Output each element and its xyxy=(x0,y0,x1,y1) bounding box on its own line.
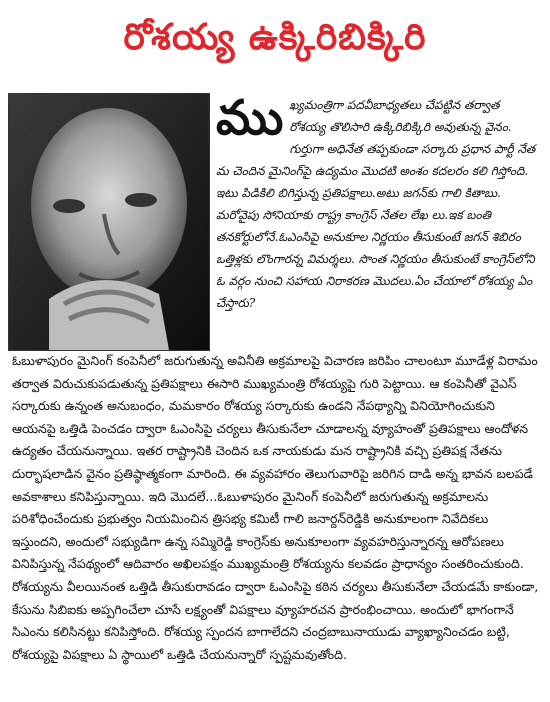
drop-cap: ము xyxy=(216,90,284,146)
article-body xyxy=(12,350,540,666)
portrait-illustration xyxy=(9,94,209,350)
headline: రోశయ్య ఉక్కిరిబిక్కిరి xyxy=(123,17,427,58)
body-paragraph: ఓబుళాపురం మైనింగ్ కంపెనీలో జరుగుతున్న అవినీతి అక్రమాలపై విచారణ జరిపిం చాలంటూ మూడేళ్ల విరామం తర్వాత విరుచుకుపడుతున్న ప్రతిపక్షాలు ఈసారి ముఖ్యమంత్రి రోశయ్యపై గురి పెట్టాయి. ఆ కంపెనీతో వైఎస్ సర్కారుకు ఉన్నంత అనుబంధం, మమకారం రోశయ్య సర్కారుకు ఉండని నేపథ్యాన్ని వినియోగించుకుని ఆయనపై ఒత్తిడి పెంచడం ద్వారా ఓఎంసిపై చర్యలు తీసుకునేలా చూడాలన్న వ్యూహంతో ప్రతిపక్షాలు ఆందోళన ఉద్యతం చేయనున్నాయి. ఇతర రాష్ట్రానికి చెందిన ఒక నాయకుడు మన రాష్ట్రానికి వచ్చి ప్రతిపక్ష నేతను దుర్భాషలాడిన వైనం ప్రతిష్ఠాత్మకంగా మారింది. ఈ వ్యవహారం తెలుగువారిపై జరిగిన దాడి అన్న భావన బలపడే అవకాశాలు కనిపిస్తున్నాయి. ఇది మొదలే...ఓబుళాపురం మైనింగ్ కంపెనీలో జరుగుతున్న అక్రమాలను పరిశోధించేందుకు ప్రభుత్వం నియమించిన త్రిసభ్య కమిటీ గాలి జనార్దన్‌రెడ్డికి అనుకూలంగా నివేదికలు ఇస్తుందని, అందులో సభ్యుడిగా ఉన్న సమ్మిరెడ్డి కాంగ్రెస్‌కు అనుకూలంగా వ్యవహరిస్తున్నారన్న ఆరోపణలు వినిపిస్తున్న నేపథ్యంలో ఆదివారం అఖిలపక్షం ముఖ్యమంత్రి రోశయ్యను కలవడం ప్రాధాన్యం సంతరించుకుంది. రోశయ్యను వీలయినంత ఒత్తిడి తీసుకురావడం ద్వారా ఓఎంసిపై కఠిన చర్యలు తీసుకునేలా చేయడమే కాకుండా, కేసును సిబిఐకు అప్పగించేలా చూసే లక్ష్యంతో విపక్షాలు వ్యూహరచన ప్రారంభించాయి. అందులో భాగంగానే సిఎంను కలిసినట్టు కనిపిస్తోంది. రోశయ్య స్పందన బాగాలేదని చంద్రబాబునాయుడు వ్యాఖ్యానించడం బట్టి, రోశయ్యపై విపక్షాలు ఏ స్థాయిలో ఒత్తిడి చేయనున్నారో స్పష్టమవుతోంది. xyxy=(12,353,539,662)
intro-text: ఖ్యమంత్రిగా పదవీబాధ్యతలు చేపట్టిన తర్వాత రోశయ్య తొలిసారి ఉక్కిరిబిక్కిరి అవుతున్న వైనం. గుర్తుగా అధినేత తప్పకుండా సర్కారు ప్రధాన పార్టీ నేత మ చెందిన మైనింగ్‌పై ఉద్యమం మొదటి అంశం కదలరం కలి గిస్తోంది. ఇటు పిడికిలి బిగిస్తున్న ప్రతిపక్షాలు.అటు జగన్‌కు గాలి కితాబు. మరోవైపు సోనియాకు రాష్ట్ర కాంగ్రెస్ నేతల లేఖ లు.ఇక బంతి తనకోర్టులోనే.ఓఎంసిపై అనుకూల నిర్ణయం తీసుకుంటే జగన్ శిబిరం ఒత్తిళ్లకు లొంగారన్న విమర్శలు. సొంత నిర్ణయం తీసుకుంటే కాంగ్రెస్‌లోని ఓ వర్గం నుంచి సహాయ నిరాకరణ మొదలు.ఏం చేయాలో రోశయ్య ఏం చేస్తారు? xyxy=(216,98,536,310)
portrait-photo xyxy=(8,93,210,351)
intro-paragraph xyxy=(216,90,538,356)
